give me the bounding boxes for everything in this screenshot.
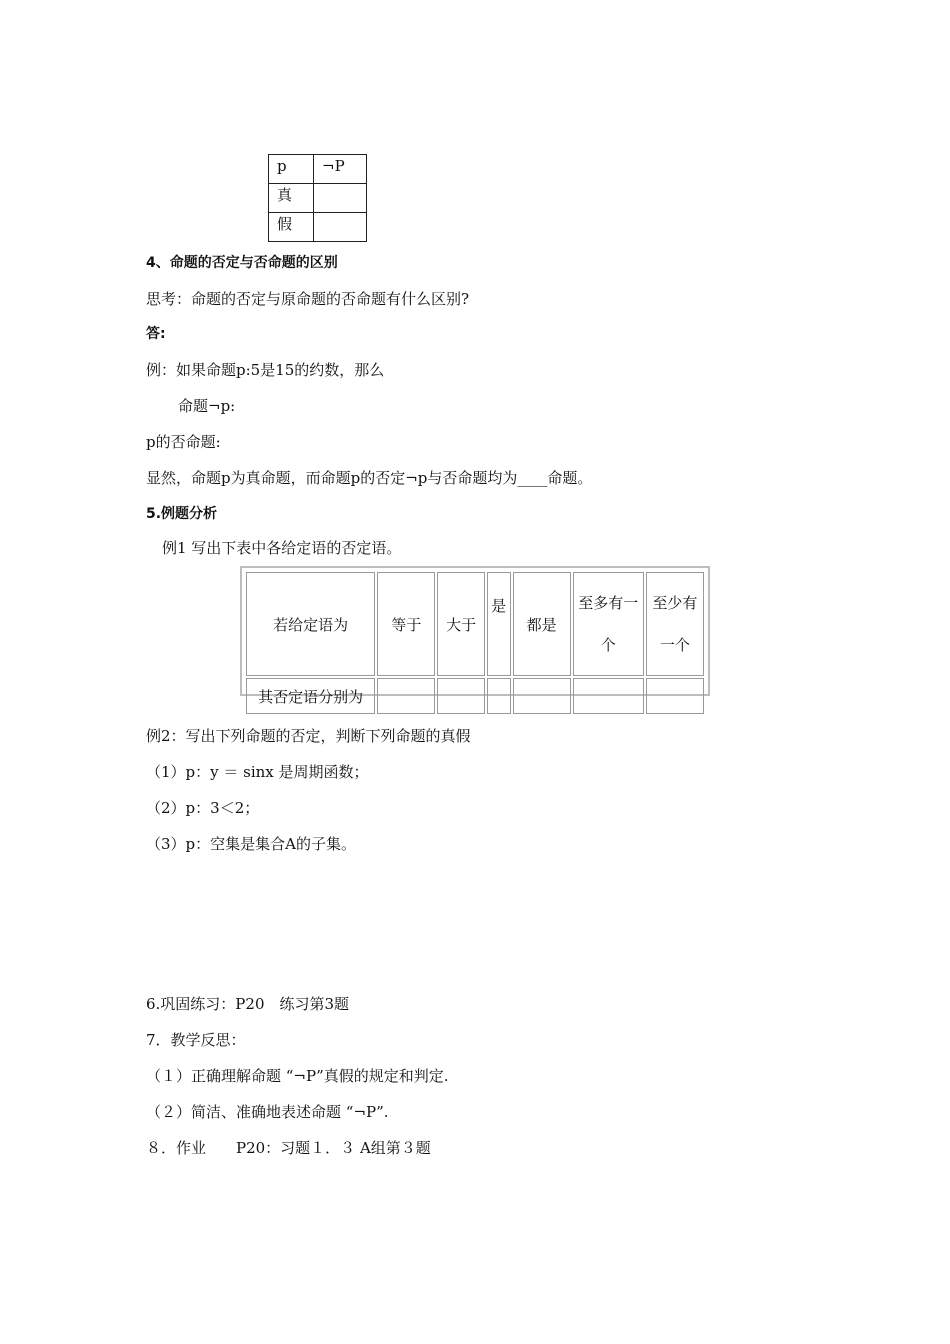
negation-table-empty-cell	[573, 678, 644, 714]
negation-table-term: 等于	[377, 572, 435, 676]
truth-table-empty-cell	[314, 213, 367, 242]
negation-table-empty-cell	[646, 678, 704, 714]
section7-item: （２）简洁、准确地表述命题 “¬P”.	[146, 1103, 389, 1121]
truth-table-header-p: p	[269, 155, 314, 184]
negation-table-term: 都是	[513, 572, 571, 676]
negation-table-term-at-least-one	[646, 572, 704, 676]
section5-example1: 例1 写出下表中各给定语的否定语。	[162, 539, 402, 557]
negation-table	[244, 570, 706, 716]
section4-answer: 答:	[146, 326, 166, 342]
section4-think: 思考：命题的否定与原命题的否命题有什么区别?	[146, 290, 470, 308]
section4-p-neg-prop: p的否命题:	[146, 433, 221, 451]
negation-table-term-line: 一个	[659, 636, 690, 654]
negation-table-term-line: 至多有一	[578, 594, 639, 612]
truth-table	[268, 154, 367, 242]
truth-table-empty-cell	[314, 184, 367, 213]
truth-table-header-not-p: ¬P	[314, 155, 367, 184]
negation-table-term: 大于	[437, 572, 484, 676]
negation-table-term-line: 个	[600, 636, 616, 654]
section5-title: 5.例题分析	[146, 506, 218, 522]
section5-example2: 例2：写出下列命题的否定，判断下列命题的真假	[146, 727, 471, 745]
section5-item: （1）p：y ＝ sinx 是周期函数；	[146, 763, 369, 781]
negation-table-label-negation: 其否定语分别为	[246, 678, 375, 714]
truth-table-cell-false: 假	[269, 213, 314, 242]
negation-table-term-line: 至少有	[652, 594, 698, 612]
negation-table-empty-cell	[513, 678, 571, 714]
section4-conclusion: 显然，命题p为真命题，而命题p的否定¬p与否命题均为____命题。	[146, 469, 593, 487]
negation-table-label-given: 若给定语为	[246, 572, 375, 676]
section7-title: 7．教学反思：	[146, 1031, 246, 1049]
section4-title: 4、命题的否定与否命题的区别	[146, 255, 338, 271]
negation-table-empty-cell	[437, 678, 484, 714]
truth-table-cell-true: 真	[269, 184, 314, 213]
section8-homework: ８．作业 P20：习题１．３ A组第３题	[146, 1139, 431, 1157]
section7-item: （１）正确理解命题 “¬P”真假的规定和判定.	[146, 1067, 449, 1085]
negation-table-empty-cell	[487, 678, 511, 714]
section5-item: （3）p：空集是集合A的子集。	[146, 835, 356, 853]
negation-table-empty-cell	[377, 678, 435, 714]
section6-practice: 6.巩固练习：P20 练习第3题	[146, 995, 350, 1013]
section5-item: （2）p：3＜2；	[146, 799, 260, 817]
section4-example: 例：如果命题p:5是15的约数，那么	[146, 361, 385, 379]
section4-neg-p: 命题¬p:	[178, 397, 236, 415]
negation-table-term-at-most-one	[573, 572, 644, 676]
negation-table-term: 是	[487, 572, 511, 676]
negation-table-frame	[240, 566, 710, 706]
